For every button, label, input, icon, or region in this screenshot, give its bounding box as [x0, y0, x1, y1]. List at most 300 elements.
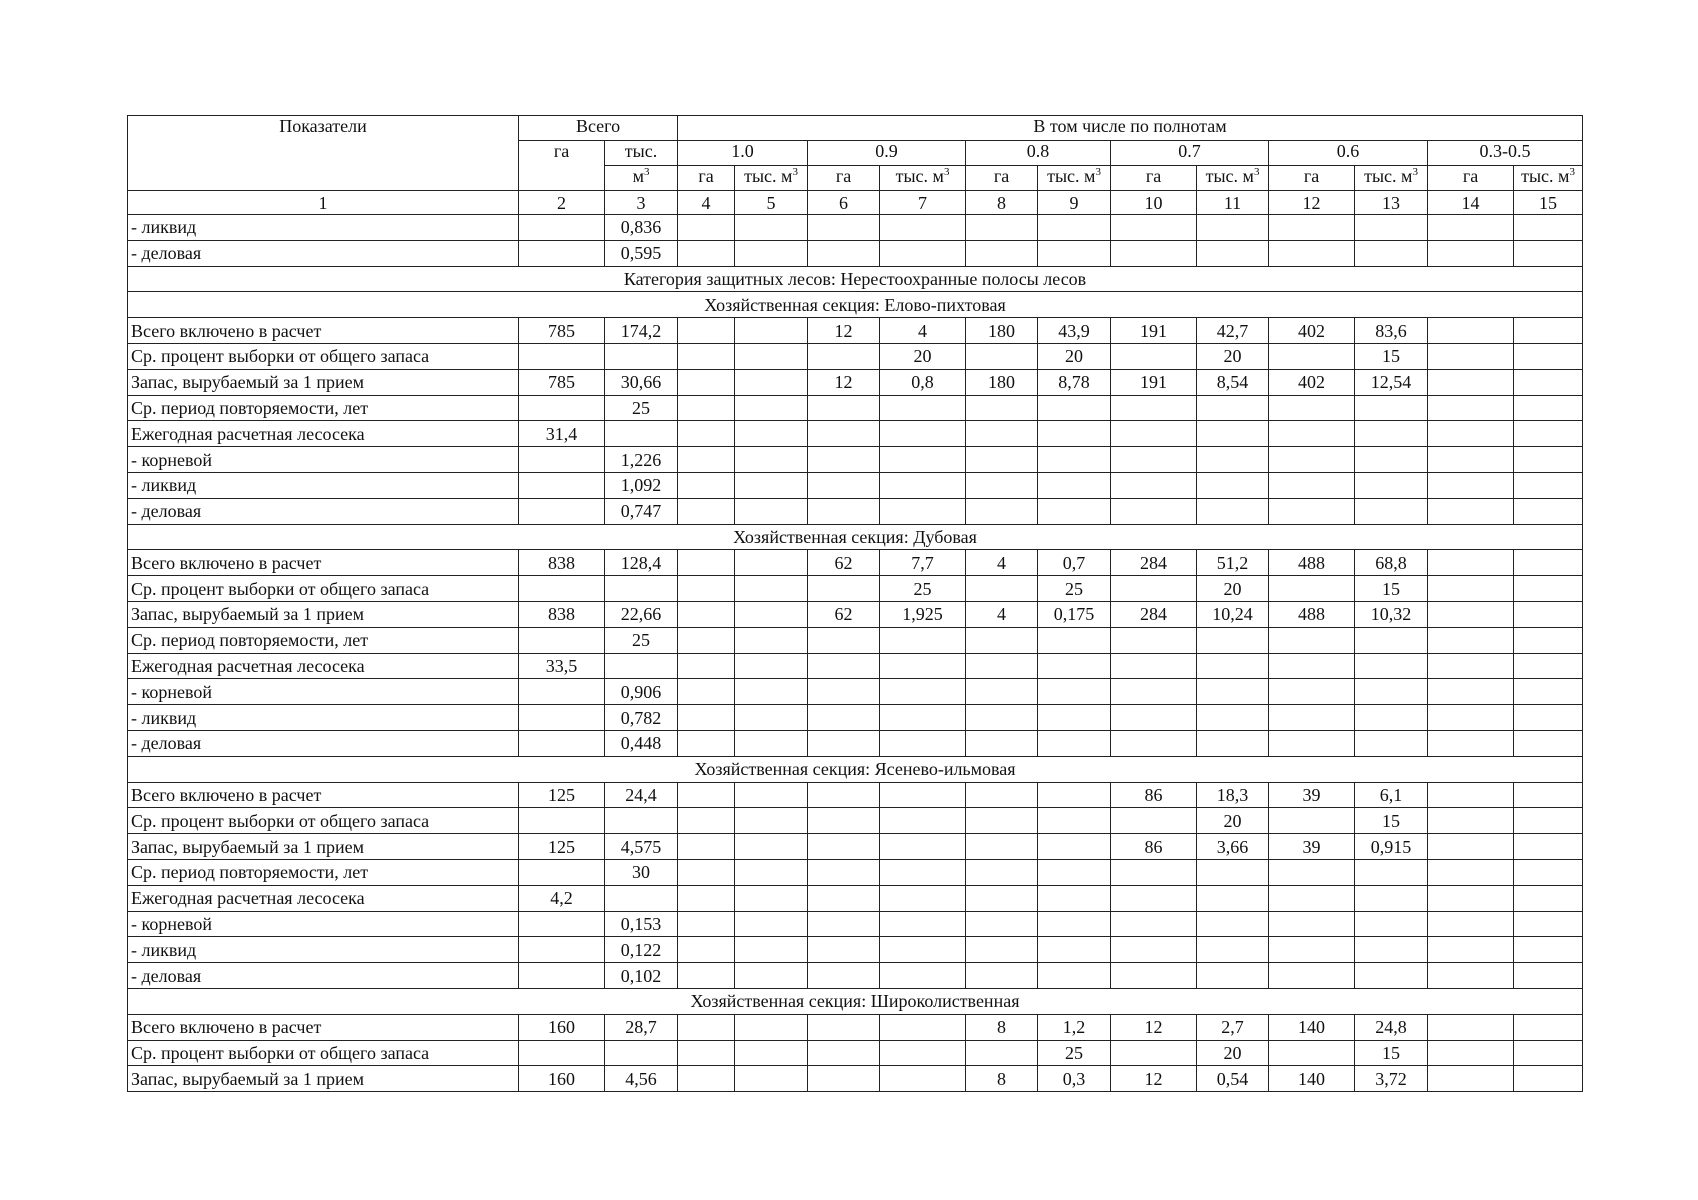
table-cell [678, 1066, 735, 1092]
table-cell [1197, 679, 1269, 705]
table-cell [1269, 730, 1355, 756]
table-cell [735, 369, 808, 395]
table-cell: 8,54 [1197, 369, 1269, 395]
table-cell [735, 808, 808, 834]
table-cell: 402 [1269, 318, 1355, 344]
column-number: 4 [678, 191, 735, 215]
table-cell: 4,2 [519, 885, 605, 911]
table-row [128, 808, 1583, 834]
row-label: - деловая [128, 963, 519, 989]
table-cell [1514, 576, 1583, 602]
table-cell [1197, 653, 1269, 679]
table-cell: 0,122 [605, 937, 678, 963]
table-cell [1269, 472, 1355, 498]
table-cell: 68,8 [1355, 550, 1428, 576]
table-cell [880, 885, 966, 911]
table-cell [605, 885, 678, 911]
table-cell [1038, 937, 1111, 963]
table-cell [1111, 963, 1197, 989]
column-number: 10 [1111, 191, 1197, 215]
row-label: - корневой [128, 679, 519, 705]
table-cell [880, 911, 966, 937]
table-cell [605, 808, 678, 834]
table-cell [1514, 911, 1583, 937]
row-label: - корневой [128, 447, 519, 473]
table-cell [1111, 576, 1197, 602]
table-row [128, 963, 1583, 989]
table-cell [1197, 498, 1269, 524]
table-cell [966, 498, 1038, 524]
table-cell [1269, 937, 1355, 963]
table-cell [1111, 627, 1197, 653]
table-row [128, 395, 1583, 421]
table-cell: 8 [966, 1066, 1038, 1092]
table-cell: 20 [1197, 576, 1269, 602]
table-cell [1355, 627, 1428, 653]
table-cell [678, 550, 735, 576]
table-cell [678, 395, 735, 421]
table-cell [808, 395, 880, 421]
row-label: - ликвид [128, 705, 519, 731]
column-number: 9 [1038, 191, 1111, 215]
table-cell: 15 [1355, 576, 1428, 602]
table-cell [605, 343, 678, 369]
table-cell [1269, 576, 1355, 602]
header-total-ha: га [519, 141, 605, 191]
table-cell [1269, 679, 1355, 705]
table-cell [1197, 395, 1269, 421]
table-row [128, 472, 1583, 498]
table-cell [678, 859, 735, 885]
table-cell: 20 [1197, 343, 1269, 369]
table-cell [1514, 653, 1583, 679]
table-cell [1428, 653, 1514, 679]
table-cell [1428, 885, 1514, 911]
table-cell [519, 447, 605, 473]
table-cell: 25 [1038, 576, 1111, 602]
table-cell [808, 834, 880, 860]
table-cell: 8,78 [1038, 369, 1111, 395]
table-cell [605, 1040, 678, 1066]
section-header-row [128, 988, 1583, 1014]
table-cell [1514, 730, 1583, 756]
table-cell [1428, 705, 1514, 731]
table-cell [1197, 730, 1269, 756]
row-label: Всего включено в расчет [128, 318, 519, 344]
table-cell [519, 705, 605, 731]
table-cell [966, 421, 1038, 447]
table-cell: 39 [1269, 834, 1355, 860]
table-cell [1514, 1040, 1583, 1066]
table-cell [880, 859, 966, 885]
table-row [128, 1066, 1583, 1092]
table-cell: 12 [808, 369, 880, 395]
table-cell [1514, 550, 1583, 576]
table-cell [966, 834, 1038, 860]
table-cell [1038, 730, 1111, 756]
table-cell [966, 730, 1038, 756]
table-cell [1428, 730, 1514, 756]
table-cell [605, 421, 678, 447]
table-cell [678, 318, 735, 344]
table-cell: 0,102 [605, 963, 678, 989]
table-cell [1111, 472, 1197, 498]
table-cell [1428, 369, 1514, 395]
table-cell: 0,54 [1197, 1066, 1269, 1092]
table-cell [1038, 911, 1111, 937]
table-cell [1428, 1040, 1514, 1066]
table-cell [1428, 627, 1514, 653]
table-cell [678, 963, 735, 989]
table-cell [1514, 215, 1583, 241]
table-cell: 20 [1197, 1040, 1269, 1066]
table-cell [808, 627, 880, 653]
table-cell [1038, 627, 1111, 653]
table-cell: 62 [808, 550, 880, 576]
header-density-ha: га [966, 166, 1038, 191]
table-cell [1197, 859, 1269, 885]
table-cell [1514, 937, 1583, 963]
table-cell [880, 1066, 966, 1092]
table-cell [735, 447, 808, 473]
table-cell: 140 [1269, 1066, 1355, 1092]
table-cell: 25 [605, 395, 678, 421]
table-cell [519, 472, 605, 498]
table-cell [678, 447, 735, 473]
table-cell [1428, 782, 1514, 808]
table-cell: 402 [1269, 369, 1355, 395]
table-cell [678, 834, 735, 860]
table-cell [1038, 859, 1111, 885]
row-label: - ликвид [128, 215, 519, 241]
row-label: - деловая [128, 730, 519, 756]
table-cell [1038, 782, 1111, 808]
table-cell [1269, 963, 1355, 989]
table-cell [966, 859, 1038, 885]
header-total-m3: $м^3$ [605, 166, 678, 191]
table-cell: 0,747 [605, 498, 678, 524]
table-cell: 15 [1355, 343, 1428, 369]
table-cell [678, 215, 735, 241]
header-density-volume: тыс. $м^3$ [735, 166, 808, 191]
table-cell [735, 1014, 808, 1040]
table-cell [880, 498, 966, 524]
table-cell [1428, 911, 1514, 937]
table-cell [1514, 498, 1583, 524]
table-cell [966, 1040, 1038, 1066]
table-cell: 2,7 [1197, 1014, 1269, 1040]
column-number-row [128, 191, 1583, 215]
section-title: Хозяйственная секция: Ясенево-ильмовая [128, 756, 1583, 782]
table-cell [735, 395, 808, 421]
section-title: Хозяйственная секция: Широколиственная [128, 988, 1583, 1014]
table-cell [1111, 395, 1197, 421]
header-density-volume: тыс. $м^3$ [880, 166, 966, 191]
table-cell [808, 885, 880, 911]
table-cell [808, 1040, 880, 1066]
table-cell [880, 937, 966, 963]
table-cell [1111, 911, 1197, 937]
header-density-0-3-0-5: 0.3-0.5 [1428, 141, 1583, 166]
table-cell [735, 653, 808, 679]
table-cell [1269, 215, 1355, 241]
row-label: - ликвид [128, 937, 519, 963]
table-cell [678, 885, 735, 911]
table-cell [1111, 885, 1197, 911]
table-cell [1038, 447, 1111, 473]
table-cell [808, 343, 880, 369]
table-cell [1197, 937, 1269, 963]
table-cell [880, 834, 966, 860]
row-label: Запас, вырубаемый за 1 прием [128, 1066, 519, 1092]
table-cell [1355, 240, 1428, 266]
table-cell: 128,4 [605, 550, 678, 576]
table-cell: 0,836 [605, 215, 678, 241]
table-cell: 83,6 [1355, 318, 1428, 344]
table-cell [1038, 653, 1111, 679]
table-cell: 42,7 [1197, 318, 1269, 344]
table-cell [519, 576, 605, 602]
table-cell [678, 240, 735, 266]
section-title: Категория защитных лесов: Нерестоохранные полосы лесов [128, 266, 1583, 292]
table-cell [808, 705, 880, 731]
table-cell [1355, 215, 1428, 241]
column-number: 13 [1355, 191, 1428, 215]
table-cell [735, 550, 808, 576]
table-cell [808, 730, 880, 756]
table-cell: 0,906 [605, 679, 678, 705]
table-row [128, 498, 1583, 524]
table-cell [1428, 240, 1514, 266]
table-cell: 8 [966, 1014, 1038, 1040]
table-cell [735, 318, 808, 344]
table-cell [808, 1014, 880, 1040]
table-cell [1038, 498, 1111, 524]
section-title: Хозяйственная секция: Дубовая [128, 524, 1583, 550]
table-cell [880, 215, 966, 241]
row-label: - корневой [128, 911, 519, 937]
table-cell [678, 343, 735, 369]
table-cell: 24,4 [605, 782, 678, 808]
table-cell [880, 472, 966, 498]
table-cell [1428, 576, 1514, 602]
table-cell [966, 705, 1038, 731]
table-cell [1428, 215, 1514, 241]
table-cell [735, 240, 808, 266]
header-density-volume: тыс. $м^3$ [1197, 166, 1269, 191]
table-cell [880, 679, 966, 705]
table-row [128, 911, 1583, 937]
table-cell [678, 679, 735, 705]
table-cell [1514, 343, 1583, 369]
table-cell [735, 782, 808, 808]
row-label: Ср. процент выборки от общего запаса [128, 808, 519, 834]
table-cell [735, 911, 808, 937]
table-cell: 22,66 [605, 601, 678, 627]
row-label: Ежегодная расчетная лесосека [128, 653, 519, 679]
table-cell [880, 963, 966, 989]
table-cell: 1,092 [605, 472, 678, 498]
table-cell [519, 937, 605, 963]
table-cell [966, 937, 1038, 963]
table-cell [966, 679, 1038, 705]
table-cell [1038, 808, 1111, 834]
table-cell [735, 421, 808, 447]
table-cell [966, 472, 1038, 498]
table-cell [1269, 885, 1355, 911]
table-cell [1038, 834, 1111, 860]
table-cell [1111, 730, 1197, 756]
row-label: Всего включено в расчет [128, 1014, 519, 1040]
table-cell [678, 472, 735, 498]
table-cell [735, 679, 808, 705]
table-cell [1428, 447, 1514, 473]
table-cell [678, 627, 735, 653]
table-cell [1428, 937, 1514, 963]
table-cell [1514, 885, 1583, 911]
table-cell [1197, 885, 1269, 911]
table-cell [1428, 421, 1514, 447]
table-cell [735, 215, 808, 241]
table-cell [808, 215, 880, 241]
table-cell [519, 911, 605, 937]
table-cell [1428, 318, 1514, 344]
table-cell [1197, 705, 1269, 731]
table-cell [1355, 395, 1428, 421]
table-row [128, 369, 1583, 395]
table-cell: 838 [519, 550, 605, 576]
table-cell [678, 369, 735, 395]
table-cell [735, 472, 808, 498]
table-row [128, 447, 1583, 473]
table-cell: 1,2 [1038, 1014, 1111, 1040]
table-cell [1514, 472, 1583, 498]
table-cell [1514, 963, 1583, 989]
row-label: Ежегодная расчетная лесосека [128, 885, 519, 911]
table-row [128, 576, 1583, 602]
table-cell [1111, 679, 1197, 705]
table-cell [966, 653, 1038, 679]
table-cell [735, 963, 808, 989]
table-cell: 0,175 [1038, 601, 1111, 627]
table-cell: 0,448 [605, 730, 678, 756]
table-cell [966, 215, 1038, 241]
header-density-ha: га [1111, 166, 1197, 191]
allowable-cut-table [127, 115, 1583, 1092]
table-cell [808, 240, 880, 266]
table-cell: 4 [966, 601, 1038, 627]
row-label: Ср. процент выборки от общего запаса [128, 576, 519, 602]
table-cell [1428, 343, 1514, 369]
section-header-row [128, 292, 1583, 318]
table-cell [678, 911, 735, 937]
table-cell [1269, 421, 1355, 447]
table-cell [1038, 885, 1111, 911]
table-cell: 25 [605, 627, 678, 653]
table-cell [880, 421, 966, 447]
table-cell [1355, 885, 1428, 911]
table-cell [678, 937, 735, 963]
table-cell [1111, 808, 1197, 834]
table-cell [1428, 395, 1514, 421]
table-row [128, 885, 1583, 911]
table-cell [1197, 911, 1269, 937]
table-cell [1269, 808, 1355, 834]
table-cell [1038, 705, 1111, 731]
column-number: 5 [735, 191, 808, 215]
table-cell [735, 576, 808, 602]
table-row [128, 550, 1583, 576]
table-cell: 31,4 [519, 421, 605, 447]
table-row [128, 1040, 1583, 1066]
table-cell: 62 [808, 601, 880, 627]
table-cell [1355, 679, 1428, 705]
table-cell: 4,56 [605, 1066, 678, 1092]
row-label: Запас, вырубаемый за 1 прием [128, 601, 519, 627]
table-row [128, 679, 1583, 705]
table-cell: 488 [1269, 601, 1355, 627]
table-cell [1197, 215, 1269, 241]
table-cell: 125 [519, 782, 605, 808]
table-cell [678, 653, 735, 679]
column-number: 14 [1428, 191, 1514, 215]
table-cell [678, 601, 735, 627]
table-cell [1514, 834, 1583, 860]
table-cell [605, 653, 678, 679]
table-cell: 160 [519, 1066, 605, 1092]
table-cell: 30,66 [605, 369, 678, 395]
table-cell: 25 [880, 576, 966, 602]
table-cell [808, 859, 880, 885]
header-total-thous: тыс. [605, 141, 678, 166]
table-cell: 785 [519, 318, 605, 344]
column-number: 1 [128, 191, 519, 215]
table-cell [735, 705, 808, 731]
table-cell [1355, 911, 1428, 937]
table-cell [880, 653, 966, 679]
table-cell: 125 [519, 834, 605, 860]
table-cell [519, 1040, 605, 1066]
table-cell: 12 [1111, 1014, 1197, 1040]
table-row [128, 1014, 1583, 1040]
table-cell [808, 421, 880, 447]
table-cell [1038, 240, 1111, 266]
row-label: Запас, вырубаемый за 1 прием [128, 369, 519, 395]
table-cell [1514, 782, 1583, 808]
row-label: Ср. период повторяемости, лет [128, 395, 519, 421]
column-number: 12 [1269, 191, 1355, 215]
table-cell [519, 679, 605, 705]
table-cell [735, 498, 808, 524]
table-cell: 140 [1269, 1014, 1355, 1040]
table-cell [519, 808, 605, 834]
table-cell: 1,925 [880, 601, 966, 627]
table-cell [880, 447, 966, 473]
table-cell [1197, 627, 1269, 653]
table-row [128, 705, 1583, 731]
table-cell [519, 963, 605, 989]
forest-cutting-table [127, 115, 1582, 1092]
table-cell: 28,7 [605, 1014, 678, 1040]
table-cell [735, 730, 808, 756]
table-cell [1355, 859, 1428, 885]
table-cell [1514, 421, 1583, 447]
section-title: Хозяйственная секция: Елово-пихтовая [128, 292, 1583, 318]
table-cell: 4,575 [605, 834, 678, 860]
table-cell [1038, 679, 1111, 705]
table-cell [1038, 472, 1111, 498]
header-density-0-9: 0.9 [808, 141, 966, 166]
